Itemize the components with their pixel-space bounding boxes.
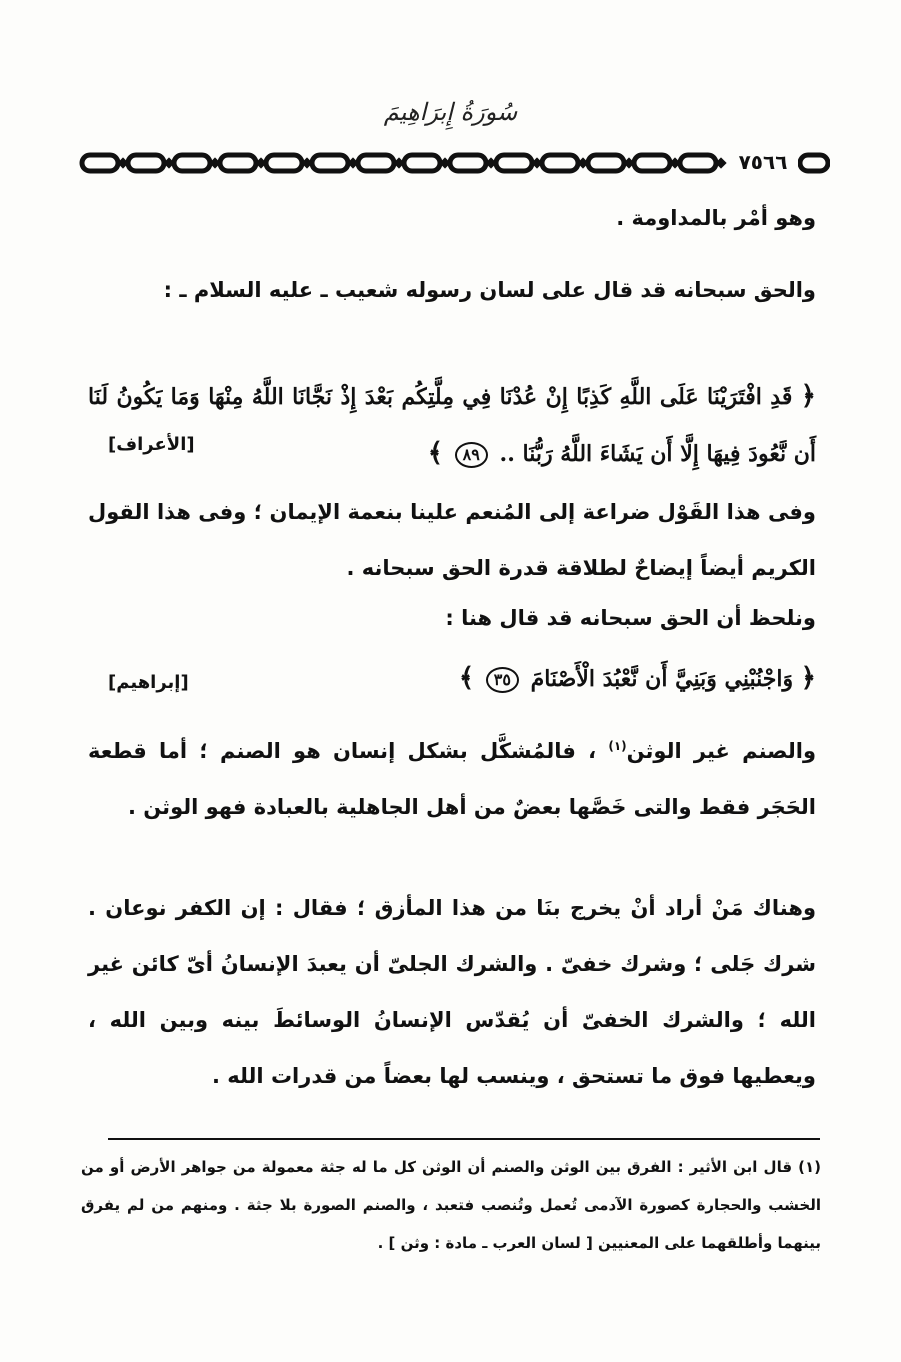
chain-link: [82, 155, 118, 171]
ayah-number: ٨٩: [455, 442, 488, 468]
ayah-number: ٣٥: [486, 667, 519, 693]
chain-link: [312, 155, 348, 171]
paragraph-6: وهناك مَنْ أراد أنْ يخرج بنَا من هذا المأزق ؛ فقال : إن الكفر نوعان . شرك جَلى ؛ وشرك خفىّ . والشرك الجلىّ أن يعبدَ الإنسانُ أىّ كائن غير الله ؛ والشرك الخفىّ أن يُقدّس الإنسانُ الوسائطَ بينه وبين الله ، ويعطيها فوق ما تستحق ، وينسب لها بعضاً من قدرات الله .: [88, 896, 816, 1088]
chain-link: [358, 155, 394, 171]
quran-verse-ibrahim: [88, 650, 816, 707]
chain-link: [266, 155, 302, 171]
verse-open-bracket: ﴿: [800, 663, 816, 693]
paragraph-3: وفى هذا القَوْل ضراعة إلى المُنعم علينا بنعمة الإيمان ؛ وفى هذا القول الكريم أيضاً إيضاحٌ لطلاقة قدرة الحق سبحانه .: [88, 500, 816, 580]
paragraph-5-rest: ، فالمُشكَّل بشكل إنسان هو الصنم ؛ أما قطعة الحَجَر فقط والتى خَصَّها بعضٌ من أهل الجاهلية بالعبادة فهو الوثن .: [88, 739, 816, 819]
paragraph-5: [88, 718, 816, 835]
surah-reference-ibrahim: [إبراهيم]: [108, 672, 189, 693]
chain-ornament-divider: [78, 150, 830, 180]
footnote-marker: (١): [608, 739, 627, 753]
chain-link: [542, 155, 578, 171]
surah-reference-araf: [الأعراف]: [108, 434, 195, 455]
chain-link: [800, 155, 828, 171]
chain-link: [404, 155, 440, 171]
verse-close-bracket: ﴾: [427, 438, 443, 468]
verse-open-bracket: ﴿: [800, 381, 816, 411]
chain-link: [450, 155, 486, 171]
chain-link: [174, 155, 210, 171]
paragraph-2: والحق سبحانه قد قال على لسان رسوله شعيب ـ عليه السلام ـ :: [163, 278, 816, 302]
paragraph-4: ونلحظ أن الحق سبحانه قد قال هنا :: [445, 606, 816, 630]
surah-title: سُورَةُ إِبرَاهِيمَ: [383, 98, 518, 126]
chain-link: [128, 155, 164, 171]
footnote-separator: [108, 1138, 820, 1140]
quran-verse-araf: [88, 368, 816, 482]
chain-link: [634, 155, 670, 171]
verse-close-bracket: ﴾: [458, 663, 475, 693]
verse-text: قَدِ افْتَرَيْنَا عَلَى اللَّهِ كَذِبًا إِنْ عُدْنَا فِي مِلَّتِكُم بَعْدَ إِذْ نَجَّانَا اللَّهُ مِنْهَا وَمَا يَكُونُ لَنَا أَن نَّعُودَ فِيهَا إِلَّا أَن يَشَاءَ اللَّهُ رَبُّنَا ..: [88, 384, 816, 467]
chain-link: [680, 155, 716, 171]
verse-text: وَاجْنُبْنِي وَبَنِيَّ أَن نَّعْبُدَ الْأَصْنَامَ: [530, 666, 794, 692]
page-number: ٧٥٦٦: [728, 150, 798, 174]
chain-link: [220, 155, 256, 171]
paragraph-5-start: والصنم غير الوثن: [626, 739, 816, 763]
chain-link: [588, 155, 624, 171]
paragraph-1: وهو أمْر بالمداومة .: [616, 206, 816, 230]
chain-link: [496, 155, 532, 171]
footnote: (١) قال ابن الأثير : الفرق بين الوثن والصنم أن الوثن كل ما له جثة معمولة من جواهر الأرض أو من الخشب والحجارة كصورة الآدمى تُعمل وتُنصب فتعبد ، والصنم الصورة بلا جثة . ومنهم من لم يفرق بينهما وأطلقهما على المعنيين [ لسان العرب ـ مادة : وثن ] .: [81, 1158, 821, 1252]
